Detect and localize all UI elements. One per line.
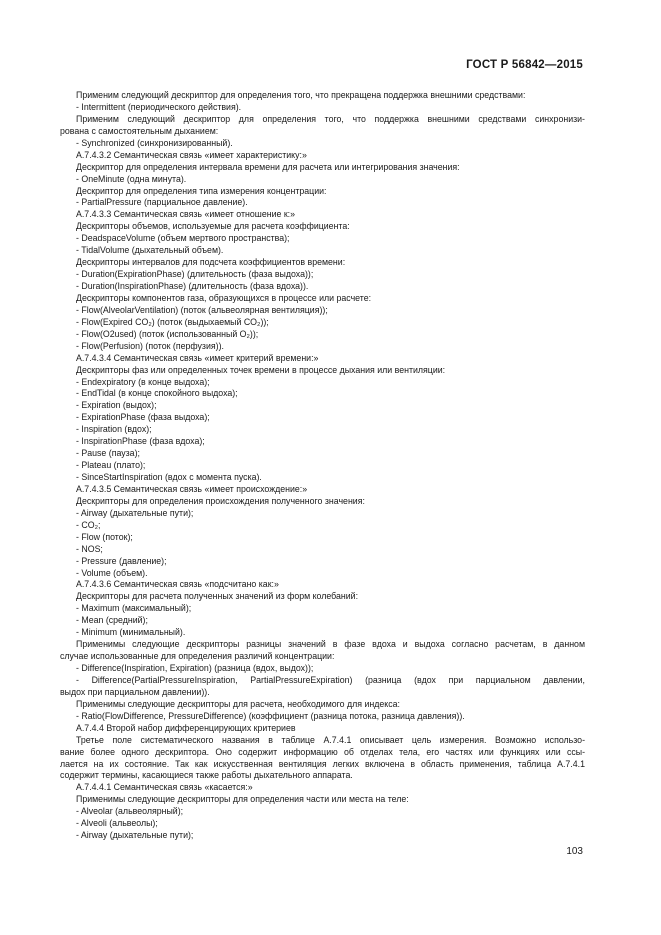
text-line: Применимы следующие дескрипторы для расчета, необходимого для индекса: [76,698,400,709]
text-line: - Endexpiratory (в конце выдоха); [76,376,210,387]
document-body [60,90,585,842]
text-line: - Airway (дыхательные пути); [76,830,194,841]
text-line: Дескриптор для определения интервала времени для расчета или интегрирования значения: [76,161,460,172]
text-line: Дескрипторы для расчета полученных значений из форм колебаний: [76,591,359,602]
text-line: А.7.4.3.5 Семантическая связь «имеет происхождение:» [76,483,308,494]
text-line: - Flow (поток); [76,531,133,542]
text-line: Третье поле систематического названия в таблице А.7.4.1 описывает цель измерения. Возможно использо- [76,734,585,745]
text-line: - ExpirationPhase (фаза выдоха); [76,412,210,423]
text-line: Применим следующий дескриптор для определения того, что прекращена поддержка внешними средствами: [76,90,526,100]
text-line: - NOS; [76,543,103,554]
text-line: - Difference(PartialPressureInspiration, PartialPressureExpiration) (разница (вдох при парциальном давлении, [76,674,585,685]
text-line: - Volume (объем). [76,567,148,578]
text-line: - SinceStartInspiration (вдох с момента пуска). [76,472,262,482]
text-line: рована с самостоятельным дыханием: [60,125,219,136]
text-line: - Flow(AlveolarVentilation) (поток (альвеолярная вентиляция)); [76,304,328,315]
text-line: - Alveolar (альвеолярный); [76,806,184,817]
text-line: А.7.4.3.4 Семантическая связь «имеет критерий времени:» [76,352,319,363]
text-line: - Flow(Expired CO₂) (поток (выдыхаемый CO₂)); [76,316,269,327]
text-line: - Duration(ExpirationPhase) (длительность (фаза выдоха)); [76,269,314,280]
text-line: Дескрипторы объемов, используемые для расчета коэффициента: [76,221,350,232]
text-line: - Ratio(FlowDifference, PressureDifference) (коэффициент (разница потока, разница давления)). [76,710,465,721]
text-line: Применимы следующие дескрипторы для определения части или места на теле: [76,794,409,805]
text-line: - OneMinute (одна минута). [76,173,187,184]
text-line: А.7.4.4.1 Семантическая связь «касается:» [76,782,253,793]
text-line: - Pressure (давление); [76,555,167,566]
text-line: - Mean (средний); [76,615,148,626]
text-line: - CO₂; [76,519,101,530]
text-line: - PartialPressure (парциальное давление). [76,197,248,208]
text-line: - EndTidal (в конце спокойного выдоха); [76,388,238,399]
text-line: Применим следующий дескриптор для определения того, что поддержка внешними средствами синхронизи- [76,113,585,124]
text-line: - Duration(InspirationPhase) (длительность (фаза вдоха)). [76,281,309,291]
text-line: - Plateau (плато); [76,460,146,471]
text-line: Дескрипторы интервалов для подсчета коэффициентов времени: [76,257,346,268]
text-line: А.7.4.3.3 Семантическая связь «имеет отношение к:» [76,209,295,220]
text-line: лается на их состояние. Так как искусственная вентиляция легких включена в область применения, таблица А.7.4.1 [60,758,585,769]
text-line: - Flow(Perfusion) (поток (перфузия)). [76,340,224,351]
text-line: А.7.4.3.2 Семантическая связь «имеет характеристику:» [76,149,307,160]
text-line: - Minimum (минимальный). [76,627,186,638]
text-line: - Maximum (максимальный); [76,603,192,614]
text-line: - Pause (пауза); [76,448,140,459]
text-line: - Inspiration (вдох); [76,424,152,435]
text-line: Дескрипторы компонентов газа, образующихся в процессе или расчете: [76,292,372,303]
text-line: - Intermittent (периодического действия). [76,101,242,112]
page-number: 103 [566,846,583,857]
text-line: - Airway (дыхательные пути); [76,507,194,518]
text-line: - InspirationPhase (фаза вдоха); [76,436,205,447]
text-line: Дескрипторы для определения происхождения полученного значения: [76,495,365,506]
text-line: случае использованные для определения различий концентрации: [60,651,335,662]
text-line: вание более одного дескриптора. Оно содержит информацию об отделах тела, его частях или функциях или ссы- [60,746,585,757]
text-line: Дескриптор для определения типа измерения концентрации: [76,185,327,196]
text-line: - Synchronized (синхронизированный). [76,137,233,148]
text-line: - TidalVolume (дыхательный объем). [76,245,224,256]
text-line: - Flow(O2used) (поток (использованный O₂)); [76,328,259,339]
text-line: содержит термины, касающиеся также работы дыхательного аппарата. [60,770,353,781]
document-header: ГОСТ Р 56842—2015 [466,59,583,71]
text-line: Дескрипторы фаз или определенных точек времени в процессе дыхания или вентиляции: [76,364,446,375]
text-line: - Alveoli (альвеолы); [76,818,158,829]
text-line: - DeadspaceVolume (объем мертвого пространства); [76,233,290,244]
text-line: А.7.4.3.6 Семантическая связь «подсчитано как:» [76,579,279,590]
text-line: - Difference(Inspiration, Expiration) (разница (вдох, выдох)); [76,663,314,673]
text-line: - Expiration (выдох); [76,400,157,411]
text-line: А.7.4.4 Второй набор дифференцирующих критериев [76,722,296,733]
text-line: Применимы следующие дескрипторы разницы значений в фазе вдоха и выдоха согласно расчетам, в данном [76,639,585,650]
text-line: выдох при парциальном давлении)). [60,686,210,697]
